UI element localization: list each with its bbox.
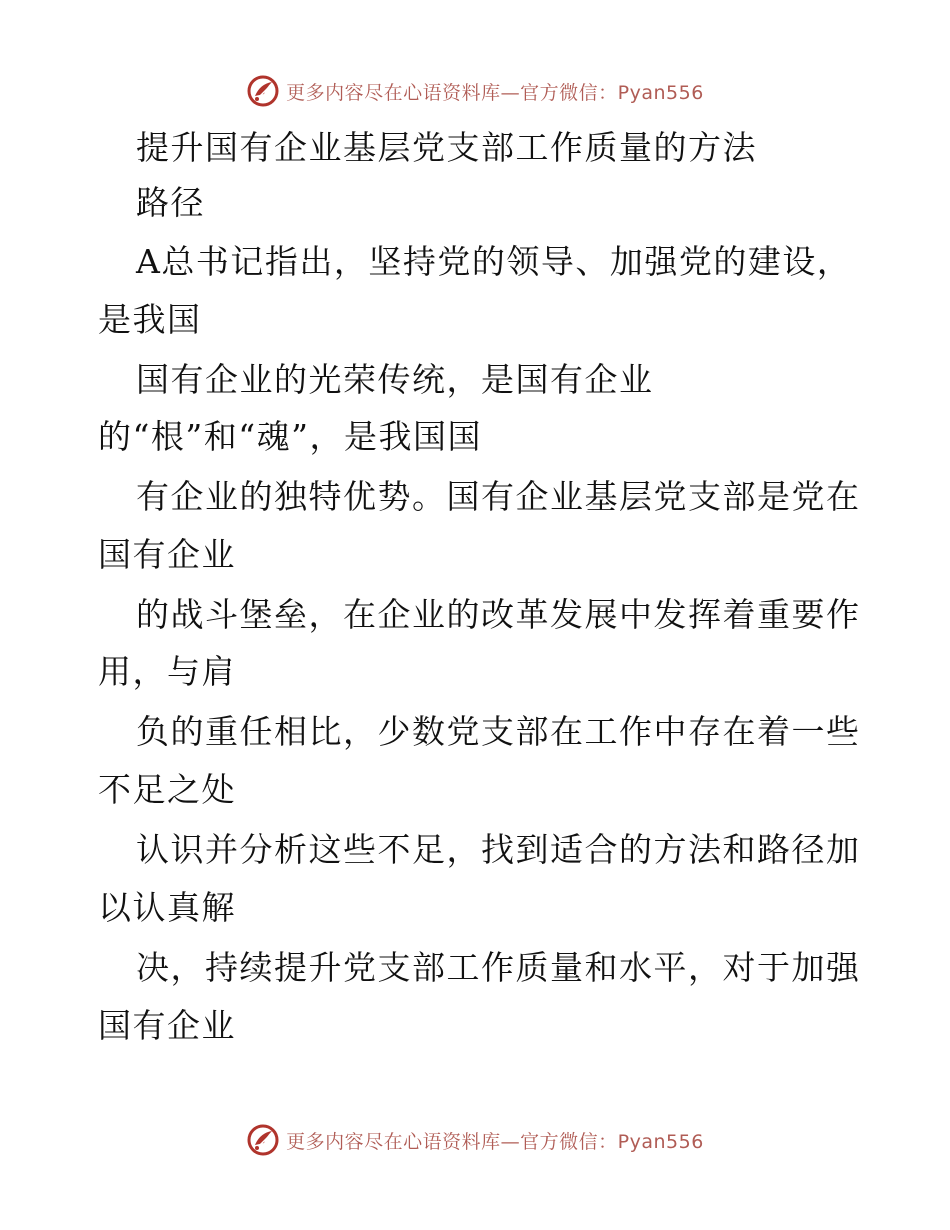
- text-line: 路径: [136, 183, 205, 222]
- banner-site-text: 更多内容尽在心语资料库—官方微信：: [286, 81, 618, 104]
- text-line: 用，与肩: [98, 652, 236, 691]
- pen-logo-icon: [246, 74, 280, 108]
- text-line: 不足之处: [98, 770, 236, 809]
- text-line: 国有企业: [98, 535, 236, 574]
- text-line: 国有企业: [98, 1006, 236, 1045]
- text-line: 负的重任相比，少数党支部在工作中存在着一些: [136, 712, 861, 751]
- footer-banner: [0, 1120, 950, 1160]
- banner-text: [286, 78, 704, 105]
- pen-logo-icon: [246, 1123, 280, 1157]
- header-banner: [0, 71, 950, 111]
- banner-text: [286, 1127, 704, 1154]
- banner-site-text: 更多内容尽在心语资料库—官方微信：: [286, 1130, 618, 1153]
- text-line: 是我国: [98, 300, 202, 339]
- banner-wechat-id: Pyan556: [617, 1130, 704, 1153]
- text-line: 认识并分析这些不足，找到适合的方法和路径加: [136, 830, 861, 869]
- text-line: 国有企业的光荣传统，是国有企业: [136, 360, 654, 399]
- text-line: 的“根”和“魂”，是我国国: [98, 417, 482, 456]
- text-line: 决，持续提升党支部工作质量和水平，对于加强: [136, 948, 861, 987]
- text-line: A总书记指出，坚持党的领导、加强党的建设，: [136, 242, 852, 281]
- text-line: 以认真解: [98, 888, 236, 927]
- text-line: 提升国有企业基层党支部工作质量的方法: [136, 128, 757, 167]
- banner-wechat-id: Pyan556: [617, 81, 704, 104]
- text-line: 的战斗堡垒，在企业的改革发展中发挥着重要作: [136, 595, 861, 634]
- text-line: 有企业的独特优势。国有企业基层党支部是党在: [136, 477, 861, 516]
